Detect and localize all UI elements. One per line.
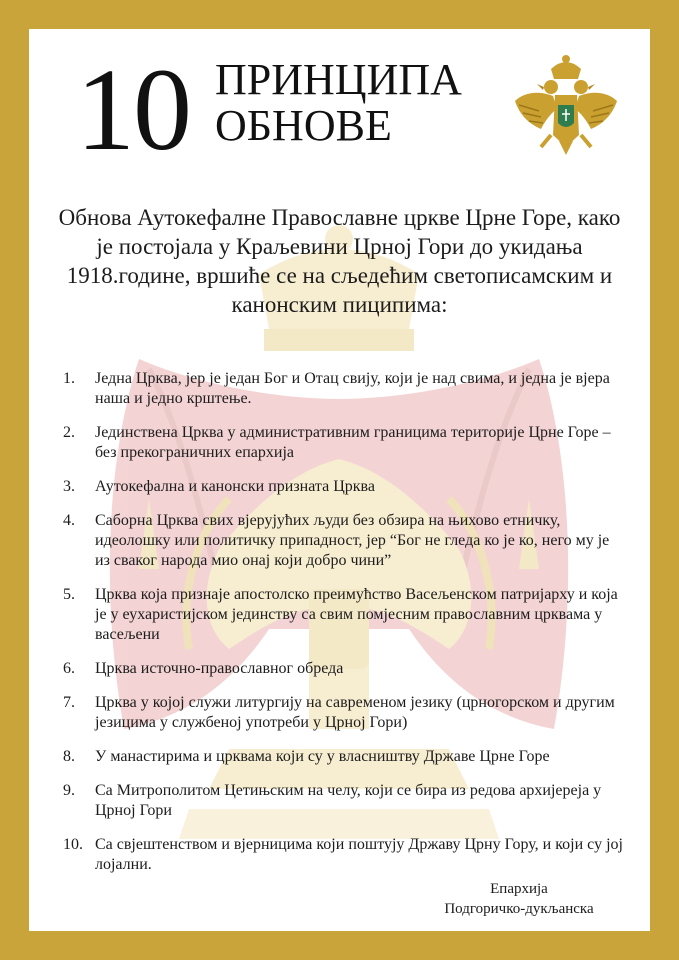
list-item <box>63 423 623 463</box>
list-item-text: У манастирима и црквама који су у власништву Државе Црне Горе <box>95 748 550 765</box>
list-item-number: 7. <box>63 694 75 711</box>
list-item <box>63 477 623 497</box>
list-item-number: 5. <box>63 586 75 603</box>
signature <box>409 879 629 919</box>
list-item-number: 3. <box>63 478 75 495</box>
list-item <box>63 585 623 645</box>
intro-paragraph: Обнова Аутокефалне Православне цркве Црне Горе, како је постојала у Краљевини Црној Гори до укидања 1918.године, вршиће се на сљедећим светописамским и канонским пиципима: <box>58 205 621 317</box>
list-item-text: Са свјештенством и вјерницима који поштују Државу Црну Гору, и који су јој лојални. <box>95 836 623 873</box>
list-item-number: 4. <box>63 512 75 529</box>
list-item-number: 1. <box>63 370 75 387</box>
list-item <box>63 659 623 679</box>
list-item-number: 8. <box>63 748 75 765</box>
list-item-number: 10. <box>63 836 83 853</box>
list-item-number: 9. <box>63 782 75 799</box>
list-item-text: Јединствена Црква у административним границима територије Црне Горе – без прекограничних епархија <box>95 424 611 461</box>
list-item-text: Аутокефална и канонски призната Црква <box>95 478 375 495</box>
list-item-number: 6. <box>63 660 75 677</box>
list-item-text: Црква источно-православног обреда <box>95 660 344 677</box>
list-item <box>63 511 623 571</box>
title-line-1: ПРИНЦИПА <box>215 55 462 104</box>
list-item-text: Са Митрополитом Цетињским на челу, који се бира из редова архијереја у Црној Гори <box>95 782 602 819</box>
list-item-number: 2. <box>63 424 75 441</box>
list-item <box>63 747 623 767</box>
signature-line-1: Епархија <box>490 881 548 897</box>
page-title <box>215 57 462 149</box>
list-item <box>63 835 623 875</box>
signature-line-2: Подгоричко-дукљанска <box>444 901 594 917</box>
list-item-text: Саборна Црква свих вјерујућих људи без обзира на њихово етничку, идеолошку или политичку припадност, јер “Бог не гледа ко је ко, него му је из сваког народа мио онај који добро чини” <box>95 512 610 569</box>
title-number: 10 <box>76 44 190 175</box>
list-item <box>63 693 623 733</box>
list-item-text: Црква која признаје апостолско преимућство Васељенском патријарху и која је у еухаристијском јединству са свим помјесним православним црквама у васељени <box>95 586 618 643</box>
list-item <box>63 781 623 821</box>
list-item-text: Једна Црква, јер је један Бог и Отац свију, који је над свима, и једна је вјера наша и једно крштење. <box>95 370 610 407</box>
document-page <box>29 29 650 931</box>
title-line-2: ОБНОВЕ <box>215 101 392 150</box>
list-item <box>63 369 623 409</box>
double-headed-eagle-icon <box>511 51 621 161</box>
list-item-text: Црква у којој служи литургију на савременом језику (црногорском и другим језицима у службеној употреби у Црној Гори) <box>95 694 615 731</box>
principles-list <box>63 369 623 889</box>
